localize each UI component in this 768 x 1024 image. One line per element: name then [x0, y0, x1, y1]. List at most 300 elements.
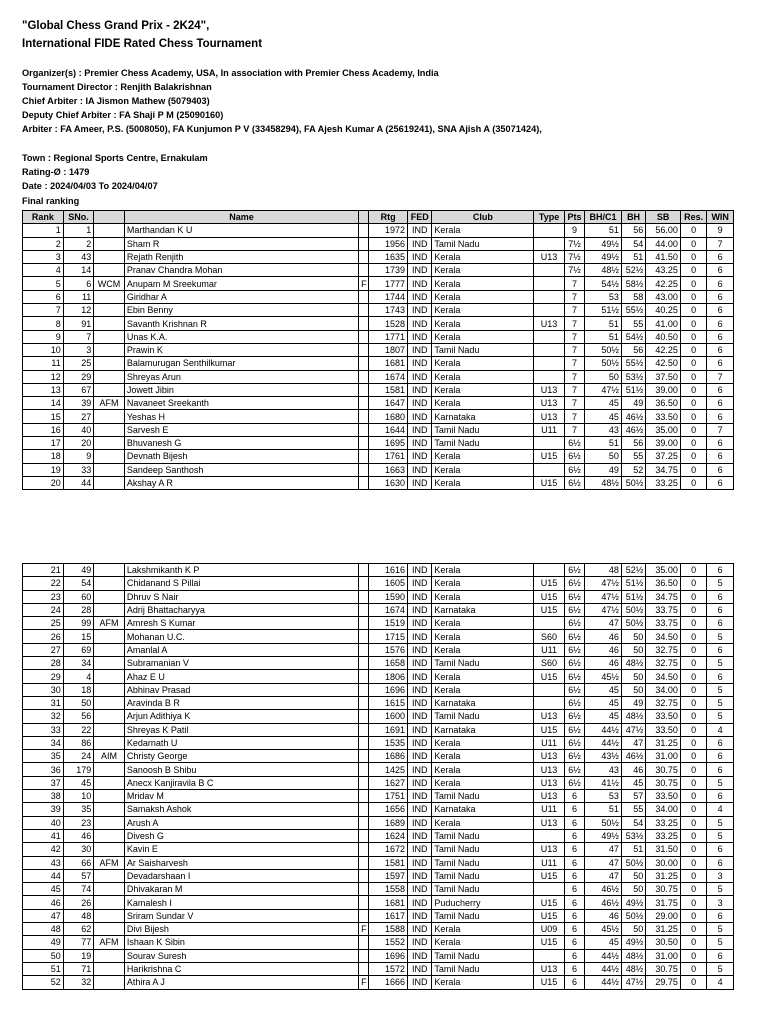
- cell-title: [94, 264, 125, 277]
- cell-club: Kerala: [432, 617, 534, 630]
- cell-sno: 11: [63, 290, 94, 303]
- cell-bh-c1: 51: [585, 330, 622, 343]
- cell-name: Sham R: [124, 237, 358, 250]
- cell-bh: 53½: [621, 829, 645, 842]
- cell-name: Bhuvanesh G: [124, 437, 358, 450]
- cell-rating: 1972: [369, 224, 408, 237]
- cell-sno: 30: [63, 843, 94, 856]
- cell-win: 6: [707, 909, 734, 922]
- cell-club: Tamil Nadu: [432, 869, 534, 882]
- cell-title: [94, 923, 125, 936]
- cell-bh: 56: [621, 224, 645, 237]
- cell-sex: [359, 250, 369, 263]
- cell-title: [94, 437, 125, 450]
- cell-name: Abhinav Prasad: [124, 683, 358, 696]
- cell-sb: 42.25: [646, 343, 681, 356]
- cell-name: Ar Saisharvesh: [124, 856, 358, 869]
- cell-rank: 42: [23, 843, 64, 856]
- cell-name: Dhivakaran M: [124, 883, 358, 896]
- cell-type: U15: [534, 976, 565, 989]
- cell-res: 0: [680, 776, 706, 789]
- cell-fed: IND: [407, 643, 431, 656]
- cell-win: 5: [707, 962, 734, 975]
- cell-res: 0: [680, 803, 706, 816]
- cell-sex: F: [359, 277, 369, 290]
- cell-sex: [359, 603, 369, 616]
- cell-bh-c1: 49: [585, 463, 622, 476]
- cell-rating: 1689: [369, 816, 408, 829]
- table-row: [23, 643, 734, 656]
- cell-bh-c1: 44½: [585, 736, 622, 749]
- cell-title: [94, 816, 125, 829]
- cell-title: [94, 710, 125, 723]
- cell-club: Tamil Nadu: [432, 909, 534, 922]
- cell-club: Kerala: [432, 816, 534, 829]
- cell-sno: 69: [63, 643, 94, 656]
- cell-sb: 33.50: [646, 410, 681, 423]
- cell-rank: 49: [23, 936, 64, 949]
- cell-sno: 62: [63, 923, 94, 936]
- cell-win: 6: [707, 277, 734, 290]
- cell-type: U15: [534, 869, 565, 882]
- cell-sex: [359, 723, 369, 736]
- cell-bh: 55½: [621, 357, 645, 370]
- cell-name: Divesh G: [124, 829, 358, 842]
- cell-bh: 54½: [621, 330, 645, 343]
- cell-bh: 50: [621, 670, 645, 683]
- cell-club: Kerala: [432, 476, 534, 489]
- cell-win: 6: [707, 437, 734, 450]
- cell-bh-c1: 47½: [585, 603, 622, 616]
- cell-name: Amresh S Kumar: [124, 617, 358, 630]
- cell-type: U11: [534, 803, 565, 816]
- cell-win: 6: [707, 463, 734, 476]
- cell-rating: 1616: [369, 564, 408, 577]
- cell-title: [94, 476, 125, 489]
- cell-name: Sanoosh B Shibu: [124, 763, 358, 776]
- cell-fed: IND: [407, 763, 431, 776]
- cell-club: Tamil Nadu: [432, 962, 534, 975]
- cell-title: [94, 843, 125, 856]
- cell-points: 7½: [564, 264, 584, 277]
- cell-bh-c1: 47: [585, 869, 622, 882]
- cell-points: 7: [564, 423, 584, 436]
- cell-bh: 46½: [621, 410, 645, 423]
- cell-fed: IND: [407, 437, 431, 450]
- cell-sex: [359, 683, 369, 696]
- cell-points: 6½: [564, 683, 584, 696]
- cell-points: 6½: [564, 736, 584, 749]
- cell-rank: 21: [23, 564, 64, 577]
- cell-points: 6½: [564, 476, 584, 489]
- cell-club: Kerala: [432, 304, 534, 317]
- cell-sex: [359, 643, 369, 656]
- cell-rank: 18: [23, 450, 64, 463]
- cell-fed: IND: [407, 829, 431, 842]
- table-row: [23, 630, 734, 643]
- cell-type: [534, 829, 565, 842]
- cell-title: AFM: [94, 397, 125, 410]
- table-row: [23, 330, 734, 343]
- cell-sb: 29.75: [646, 976, 681, 989]
- cell-bh-c1: 47½: [585, 383, 622, 396]
- table-row: [23, 383, 734, 396]
- cell-sno: 9: [63, 450, 94, 463]
- cell-club: Kerala: [432, 383, 534, 396]
- cell-rating: 1686: [369, 750, 408, 763]
- cell-rank: 50: [23, 949, 64, 962]
- cell-sex: [359, 856, 369, 869]
- cell-rating: 1681: [369, 896, 408, 909]
- cell-rank: 51: [23, 962, 64, 975]
- cell-res: 0: [680, 936, 706, 949]
- table-row: [23, 776, 734, 789]
- cell-res: 0: [680, 657, 706, 670]
- cell-bh: 47½: [621, 723, 645, 736]
- cell-club: Kerala: [432, 224, 534, 237]
- cell-win: 6: [707, 290, 734, 303]
- cell-type: U15: [534, 936, 565, 949]
- cell-sb: 31.25: [646, 736, 681, 749]
- cell-name: Marthandan K U: [124, 224, 358, 237]
- cell-club: Karnataka: [432, 410, 534, 423]
- cell-rank: 17: [23, 437, 64, 450]
- cell-sno: 54: [63, 577, 94, 590]
- cell-sb: 30.75: [646, 962, 681, 975]
- cell-club: Tamil Nadu: [432, 343, 534, 356]
- cell-club: Kerala: [432, 976, 534, 989]
- cell-type: [534, 277, 565, 290]
- cell-bh: 45: [621, 776, 645, 789]
- cell-rank: 11: [23, 357, 64, 370]
- table-row: [23, 936, 734, 949]
- table-row: [23, 962, 734, 975]
- cell-fed: IND: [407, 723, 431, 736]
- cell-rank: 35: [23, 750, 64, 763]
- cell-sb: 34.00: [646, 683, 681, 696]
- cell-sb: 33.50: [646, 710, 681, 723]
- cell-points: 6: [564, 923, 584, 936]
- cell-club: Tamil Nadu: [432, 790, 534, 803]
- cell-bh: 55: [621, 450, 645, 463]
- cell-sb: 43.25: [646, 264, 681, 277]
- cell-res: 0: [680, 423, 706, 436]
- cell-name: Unas K.A.: [124, 330, 358, 343]
- cell-fed: IND: [407, 330, 431, 343]
- cell-type: [534, 237, 565, 250]
- cell-title: [94, 962, 125, 975]
- table-row: [23, 603, 734, 616]
- cell-type: [534, 437, 565, 450]
- cell-rank: 29: [23, 670, 64, 683]
- cell-sex: [359, 736, 369, 749]
- cell-name: Dhruv S Nair: [124, 590, 358, 603]
- cell-win: 6: [707, 856, 734, 869]
- cell-club: Tamil Nadu: [432, 883, 534, 896]
- deputy-chief-arbiter-line: Deputy Chief Arbiter : FA Shaji P M (25090160): [22, 110, 224, 120]
- column-header-sex: [359, 211, 369, 224]
- cell-points: 6: [564, 962, 584, 975]
- table-row: [23, 617, 734, 630]
- cell-rating: 1624: [369, 829, 408, 842]
- cell-sb: 30.75: [646, 776, 681, 789]
- table-row: [23, 237, 734, 250]
- cell-bh: 50½: [621, 603, 645, 616]
- column-header-sno: SNo.: [63, 211, 94, 224]
- cell-name: Kavin E: [124, 843, 358, 856]
- cell-rating: 1425: [369, 763, 408, 776]
- cell-name: Kedarnath U: [124, 736, 358, 749]
- cell-sno: 28: [63, 603, 94, 616]
- cell-name: Sriram Sundar V: [124, 909, 358, 922]
- cell-name: Devadarshaan I: [124, 869, 358, 882]
- cell-name: Subramanian V: [124, 657, 358, 670]
- cell-rating: 1597: [369, 869, 408, 882]
- cell-bh: 55½: [621, 304, 645, 317]
- cell-res: 0: [680, 290, 706, 303]
- table-row: [23, 843, 734, 856]
- cell-fed: IND: [407, 657, 431, 670]
- cell-rank: 2: [23, 237, 64, 250]
- cell-type: [534, 463, 565, 476]
- cell-title: [94, 869, 125, 882]
- cell-bh-c1: 43: [585, 423, 622, 436]
- cell-sb: 30.50: [646, 936, 681, 949]
- cell-win: 6: [707, 450, 734, 463]
- cell-sno: 18: [63, 683, 94, 696]
- cell-win: 6: [707, 343, 734, 356]
- cell-bh-c1: 51: [585, 224, 622, 237]
- table-row: [23, 736, 734, 749]
- cell-type: U09: [534, 923, 565, 936]
- cell-name: Ebin Benny: [124, 304, 358, 317]
- cell-sno: 20: [63, 437, 94, 450]
- column-header-rating: Rtg: [369, 211, 408, 224]
- table-row: [23, 277, 734, 290]
- cell-bh: 52½: [621, 564, 645, 577]
- cell-sex: [359, 763, 369, 776]
- cell-rank: 5: [23, 277, 64, 290]
- column-header-fed: FED: [407, 211, 431, 224]
- cell-sex: [359, 843, 369, 856]
- cell-type: U11: [534, 423, 565, 436]
- cell-win: 6: [707, 564, 734, 577]
- cell-win: 6: [707, 763, 734, 776]
- cell-sno: 26: [63, 896, 94, 909]
- cell-name: Giridhar A: [124, 290, 358, 303]
- cell-sb: 35.00: [646, 564, 681, 577]
- cell-sb: 31.75: [646, 896, 681, 909]
- cell-fed: IND: [407, 962, 431, 975]
- cell-sb: 33.75: [646, 603, 681, 616]
- cell-name: Arjun Adithiya K: [124, 710, 358, 723]
- cell-club: Tamil Nadu: [432, 710, 534, 723]
- cell-type: [534, 330, 565, 343]
- cell-club: Kerala: [432, 590, 534, 603]
- cell-win: 5: [707, 577, 734, 590]
- cell-name: Jowett Jibin: [124, 383, 358, 396]
- cell-res: 0: [680, 843, 706, 856]
- cell-sb: 34.75: [646, 463, 681, 476]
- cell-sno: 35: [63, 803, 94, 816]
- cell-type: U13: [534, 397, 565, 410]
- cell-fed: IND: [407, 250, 431, 263]
- cell-type: U15: [534, 476, 565, 489]
- cell-title: [94, 603, 125, 616]
- cell-sno: 24: [63, 750, 94, 763]
- cell-fed: IND: [407, 423, 431, 436]
- cell-sno: 22: [63, 723, 94, 736]
- cell-rank: 8: [23, 317, 64, 330]
- cell-title: [94, 343, 125, 356]
- cell-sno: 34: [63, 657, 94, 670]
- cell-res: 0: [680, 949, 706, 962]
- cell-type: U13: [534, 790, 565, 803]
- cell-points: 6½: [564, 763, 584, 776]
- table-row: [23, 763, 734, 776]
- cell-sex: [359, 370, 369, 383]
- cell-fed: IND: [407, 476, 431, 489]
- cell-rank: 14: [23, 397, 64, 410]
- cell-points: 6½: [564, 657, 584, 670]
- cell-sno: 25: [63, 357, 94, 370]
- cell-win: 6: [707, 317, 734, 330]
- cell-bh-c1: 51: [585, 437, 622, 450]
- cell-bh-c1: 48½: [585, 264, 622, 277]
- cell-sex: [359, 330, 369, 343]
- cell-bh-c1: 54½: [585, 277, 622, 290]
- cell-sb: 42.50: [646, 357, 681, 370]
- cell-type: U13: [534, 250, 565, 263]
- table-row: [23, 476, 734, 489]
- cell-bh-c1: 47: [585, 843, 622, 856]
- cell-club: Kerala: [432, 450, 534, 463]
- cell-res: 0: [680, 343, 706, 356]
- cell-res: 0: [680, 383, 706, 396]
- cell-name: Navaneet Sreekanth: [124, 397, 358, 410]
- cell-win: 5: [707, 816, 734, 829]
- cell-sb: 42.25: [646, 277, 681, 290]
- cell-club: Tamil Nadu: [432, 856, 534, 869]
- cell-rating: 1558: [369, 883, 408, 896]
- cell-sb: 29.00: [646, 909, 681, 922]
- cell-bh: 48½: [621, 962, 645, 975]
- tournament-subtitle: International FIDE Rated Chess Tournament: [22, 38, 263, 50]
- cell-bh: 46: [621, 763, 645, 776]
- cell-sb: 36.50: [646, 577, 681, 590]
- cell-type: [534, 224, 565, 237]
- cell-rank: 16: [23, 423, 64, 436]
- cell-sno: 6: [63, 277, 94, 290]
- cell-sex: [359, 670, 369, 683]
- arbiters-line: Arbiter : FA Ameer, P.S. (5008050), FA Kunjumon P V (33458294), FA Ajesh Kumar A (25619241), SNA Ajish A (35071424),: [22, 124, 542, 134]
- cell-club: Kerala: [432, 776, 534, 789]
- cell-sb: 33.25: [646, 476, 681, 489]
- cell-res: 0: [680, 603, 706, 616]
- cell-points: 6½: [564, 450, 584, 463]
- table-row: [23, 357, 734, 370]
- cell-sex: [359, 909, 369, 922]
- cell-title: [94, 736, 125, 749]
- cell-win: 7: [707, 370, 734, 383]
- cell-bh: 56: [621, 343, 645, 356]
- cell-sex: [359, 476, 369, 489]
- cell-fed: IND: [407, 450, 431, 463]
- table-row: [23, 896, 734, 909]
- table-row: [23, 803, 734, 816]
- cell-sno: 77: [63, 936, 94, 949]
- cell-club: Kerala: [432, 736, 534, 749]
- cell-win: 6: [707, 397, 734, 410]
- table-row: [23, 710, 734, 723]
- cell-bh: 50: [621, 683, 645, 696]
- cell-res: 0: [680, 896, 706, 909]
- cell-type: [534, 264, 565, 277]
- cell-title: AIM: [94, 750, 125, 763]
- cell-sno: 50: [63, 696, 94, 709]
- cell-res: 0: [680, 750, 706, 763]
- table-row: [23, 463, 734, 476]
- cell-title: WCM: [94, 277, 125, 290]
- cell-name: Chidanand S Pillai: [124, 577, 358, 590]
- cell-bh: 49½: [621, 896, 645, 909]
- cell-sno: 74: [63, 883, 94, 896]
- cell-type: U13: [534, 763, 565, 776]
- table-row: [23, 816, 734, 829]
- cell-rank: 12: [23, 370, 64, 383]
- cell-rating: 1519: [369, 617, 408, 630]
- cell-bh: 54: [621, 816, 645, 829]
- cell-bh: 50: [621, 643, 645, 656]
- cell-win: 9: [707, 224, 734, 237]
- cell-name: Akshay A R: [124, 476, 358, 489]
- table-row: [23, 343, 734, 356]
- cell-name: Sourav Suresh: [124, 949, 358, 962]
- cell-sex: [359, 383, 369, 396]
- date-line: Date : 2024/04/03 To 2024/04/07: [22, 181, 158, 191]
- cell-fed: IND: [407, 237, 431, 250]
- cell-rank: 36: [23, 763, 64, 776]
- column-header-rank: Rank: [23, 211, 64, 224]
- cell-name: Savanth Krishnan R: [124, 317, 358, 330]
- cell-type: [534, 683, 565, 696]
- cell-type: [534, 617, 565, 630]
- cell-res: 0: [680, 410, 706, 423]
- cell-sb: 44.00: [646, 237, 681, 250]
- cell-sex: [359, 224, 369, 237]
- cell-rating: 1644: [369, 423, 408, 436]
- cell-club: Tamil Nadu: [432, 423, 534, 436]
- table-row: [23, 909, 734, 922]
- cell-title: [94, 317, 125, 330]
- column-header-club: Club: [432, 211, 534, 224]
- cell-res: 0: [680, 437, 706, 450]
- cell-win: 6: [707, 790, 734, 803]
- cell-rank: 45: [23, 883, 64, 896]
- column-header-type: Type: [534, 211, 565, 224]
- cell-rating: 1761: [369, 450, 408, 463]
- cell-win: 5: [707, 776, 734, 789]
- cell-rating: 1581: [369, 383, 408, 396]
- cell-fed: IND: [407, 370, 431, 383]
- table-row: [23, 829, 734, 842]
- cell-type: S60: [534, 630, 565, 643]
- cell-club: Kerala: [432, 750, 534, 763]
- cell-fed: IND: [407, 736, 431, 749]
- column-header-title: [94, 211, 125, 224]
- cell-type: U13: [534, 962, 565, 975]
- cell-club: Kerala: [432, 317, 534, 330]
